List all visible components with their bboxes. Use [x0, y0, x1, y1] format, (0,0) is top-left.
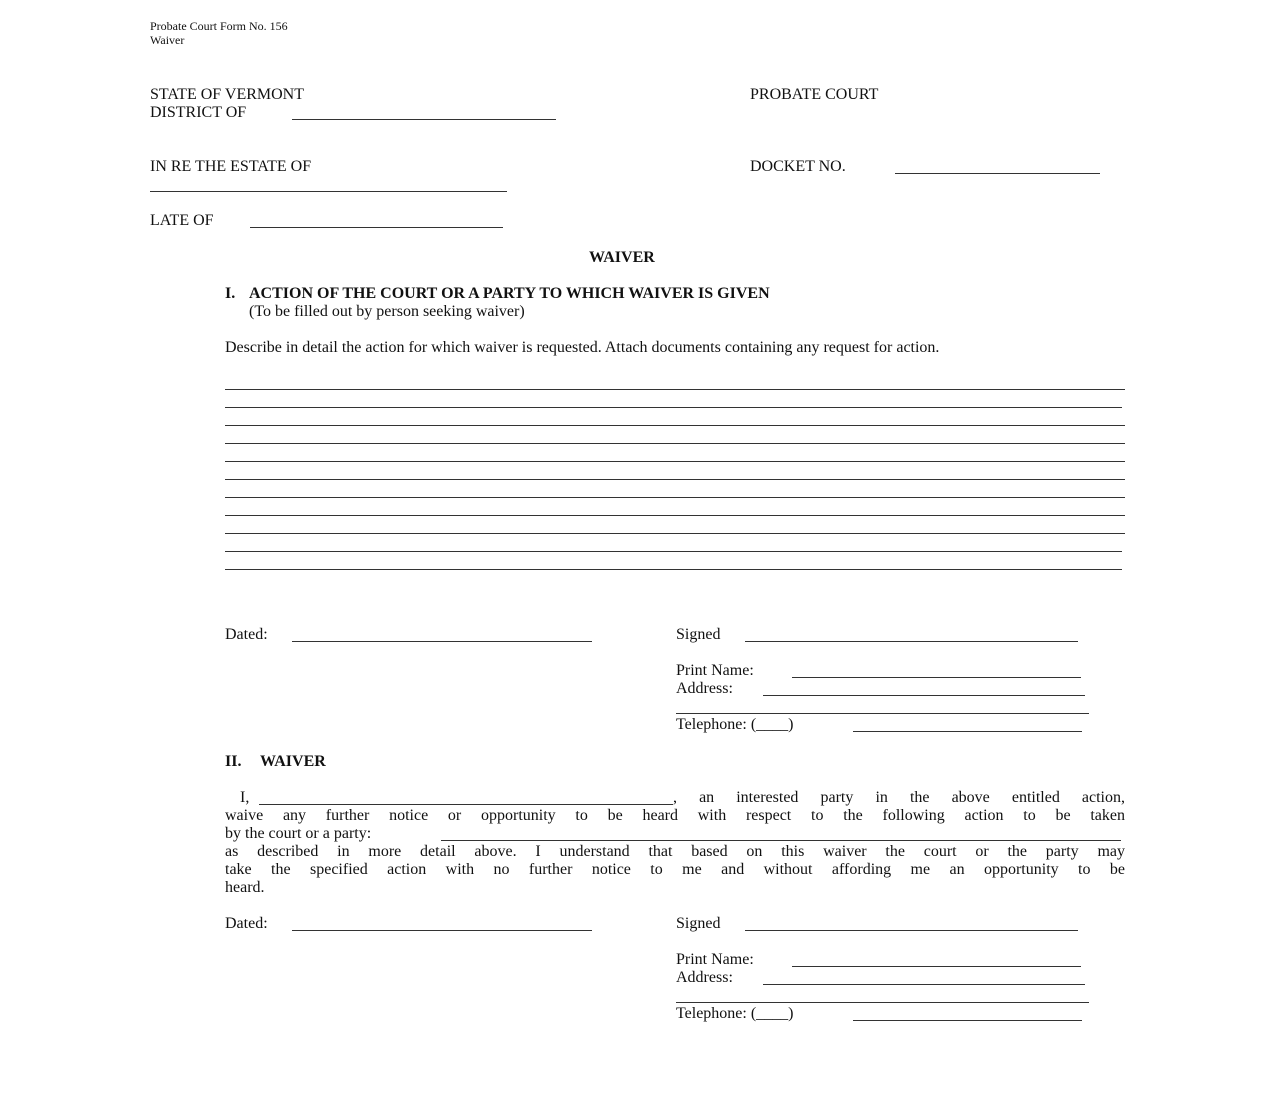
- state-label: STATE OF VERMONT: [150, 86, 304, 103]
- section1-address-label: Address:: [676, 680, 733, 697]
- waiver-line6: heard.: [225, 879, 265, 896]
- district-field[interactable]: [292, 119, 556, 120]
- description-line[interactable]: [225, 533, 1125, 534]
- description-line[interactable]: [225, 479, 1125, 480]
- description-line[interactable]: [225, 389, 1125, 390]
- waiver-line1-end: , an interested party in the above entitled action,: [673, 789, 1125, 806]
- description-line[interactable]: [225, 515, 1125, 516]
- waiver-line1-start: I,: [240, 789, 250, 806]
- section1-signature-field[interactable]: [745, 641, 1078, 642]
- waiver-line5: take the specified action with no further notice to me and without affording me an opportunity to be: [225, 861, 1125, 878]
- section1-dated-label: Dated:: [225, 626, 268, 643]
- section1-address-field-2[interactable]: [676, 713, 1089, 714]
- action-to-be-taken-field[interactable]: [441, 840, 1121, 841]
- interested-party-name-field[interactable]: [259, 804, 673, 805]
- waiver-line2: waive any further notice or opportunity to be heard with respect to the following action to be taken: [225, 807, 1125, 824]
- section1-heading: ACTION OF THE COURT OR A PARTY TO WHICH WAIVER IS GIVEN: [249, 285, 770, 302]
- section1-print-name-field[interactable]: [792, 677, 1081, 678]
- section1-signed-label: Signed: [676, 626, 721, 643]
- section1-print-name-label: Print Name:: [676, 662, 754, 679]
- court-label: PROBATE COURT: [750, 86, 879, 103]
- section2-signed-label: Signed: [676, 915, 721, 932]
- description-line[interactable]: [225, 461, 1125, 462]
- section2-telephone-field[interactable]: [853, 1020, 1082, 1021]
- late-of-label: LATE OF: [150, 212, 214, 229]
- section2-signature-field[interactable]: [745, 930, 1078, 931]
- docket-field[interactable]: [895, 173, 1100, 174]
- document-title: WAIVER: [589, 249, 655, 266]
- description-line[interactable]: [225, 551, 1122, 552]
- description-line[interactable]: [225, 443, 1125, 444]
- description-line[interactable]: [225, 407, 1122, 408]
- section1-dated-field[interactable]: [292, 641, 592, 642]
- section2-address-label: Address:: [676, 969, 733, 986]
- section2-number: II.: [225, 753, 242, 770]
- late-of-field[interactable]: [250, 227, 503, 228]
- section1-subheading: (To be filled out by person seeking waiver): [249, 303, 525, 320]
- estate-label: IN RE THE ESTATE OF: [150, 158, 312, 175]
- section1-instructions: Describe in detail the action for which waiver is requested. Attach documents containing any request for action.: [225, 339, 940, 356]
- waiver-line3-start: by the court or a party:: [225, 825, 372, 842]
- section2-address-field-2[interactable]: [676, 1002, 1089, 1003]
- section2-print-name-field[interactable]: [792, 966, 1081, 967]
- docket-label: DOCKET NO.: [750, 158, 846, 175]
- section2-address-field[interactable]: [763, 984, 1085, 985]
- section1-address-field[interactable]: [763, 695, 1085, 696]
- description-line[interactable]: [225, 497, 1125, 498]
- section2-heading: WAIVER: [260, 753, 326, 770]
- section2-dated-field[interactable]: [292, 930, 592, 931]
- section2-print-name-label: Print Name:: [676, 951, 754, 968]
- section1-telephone-field[interactable]: [853, 731, 1082, 732]
- district-label: DISTRICT OF: [150, 104, 247, 121]
- section1-number: I.: [225, 285, 236, 302]
- section2-telephone-label: Telephone: (____): [676, 1005, 794, 1022]
- section1-telephone-label: Telephone: (____): [676, 716, 794, 733]
- section2-dated-label: Dated:: [225, 915, 268, 932]
- estate-name-field[interactable]: [150, 191, 507, 192]
- form-name: Waiver: [150, 33, 185, 47]
- description-line[interactable]: [225, 569, 1122, 570]
- description-line[interactable]: [225, 425, 1125, 426]
- waiver-line4: as described in more detail above. I understand that based on this waiver the court or the party may: [225, 843, 1125, 860]
- form-number: Probate Court Form No. 156: [150, 19, 288, 33]
